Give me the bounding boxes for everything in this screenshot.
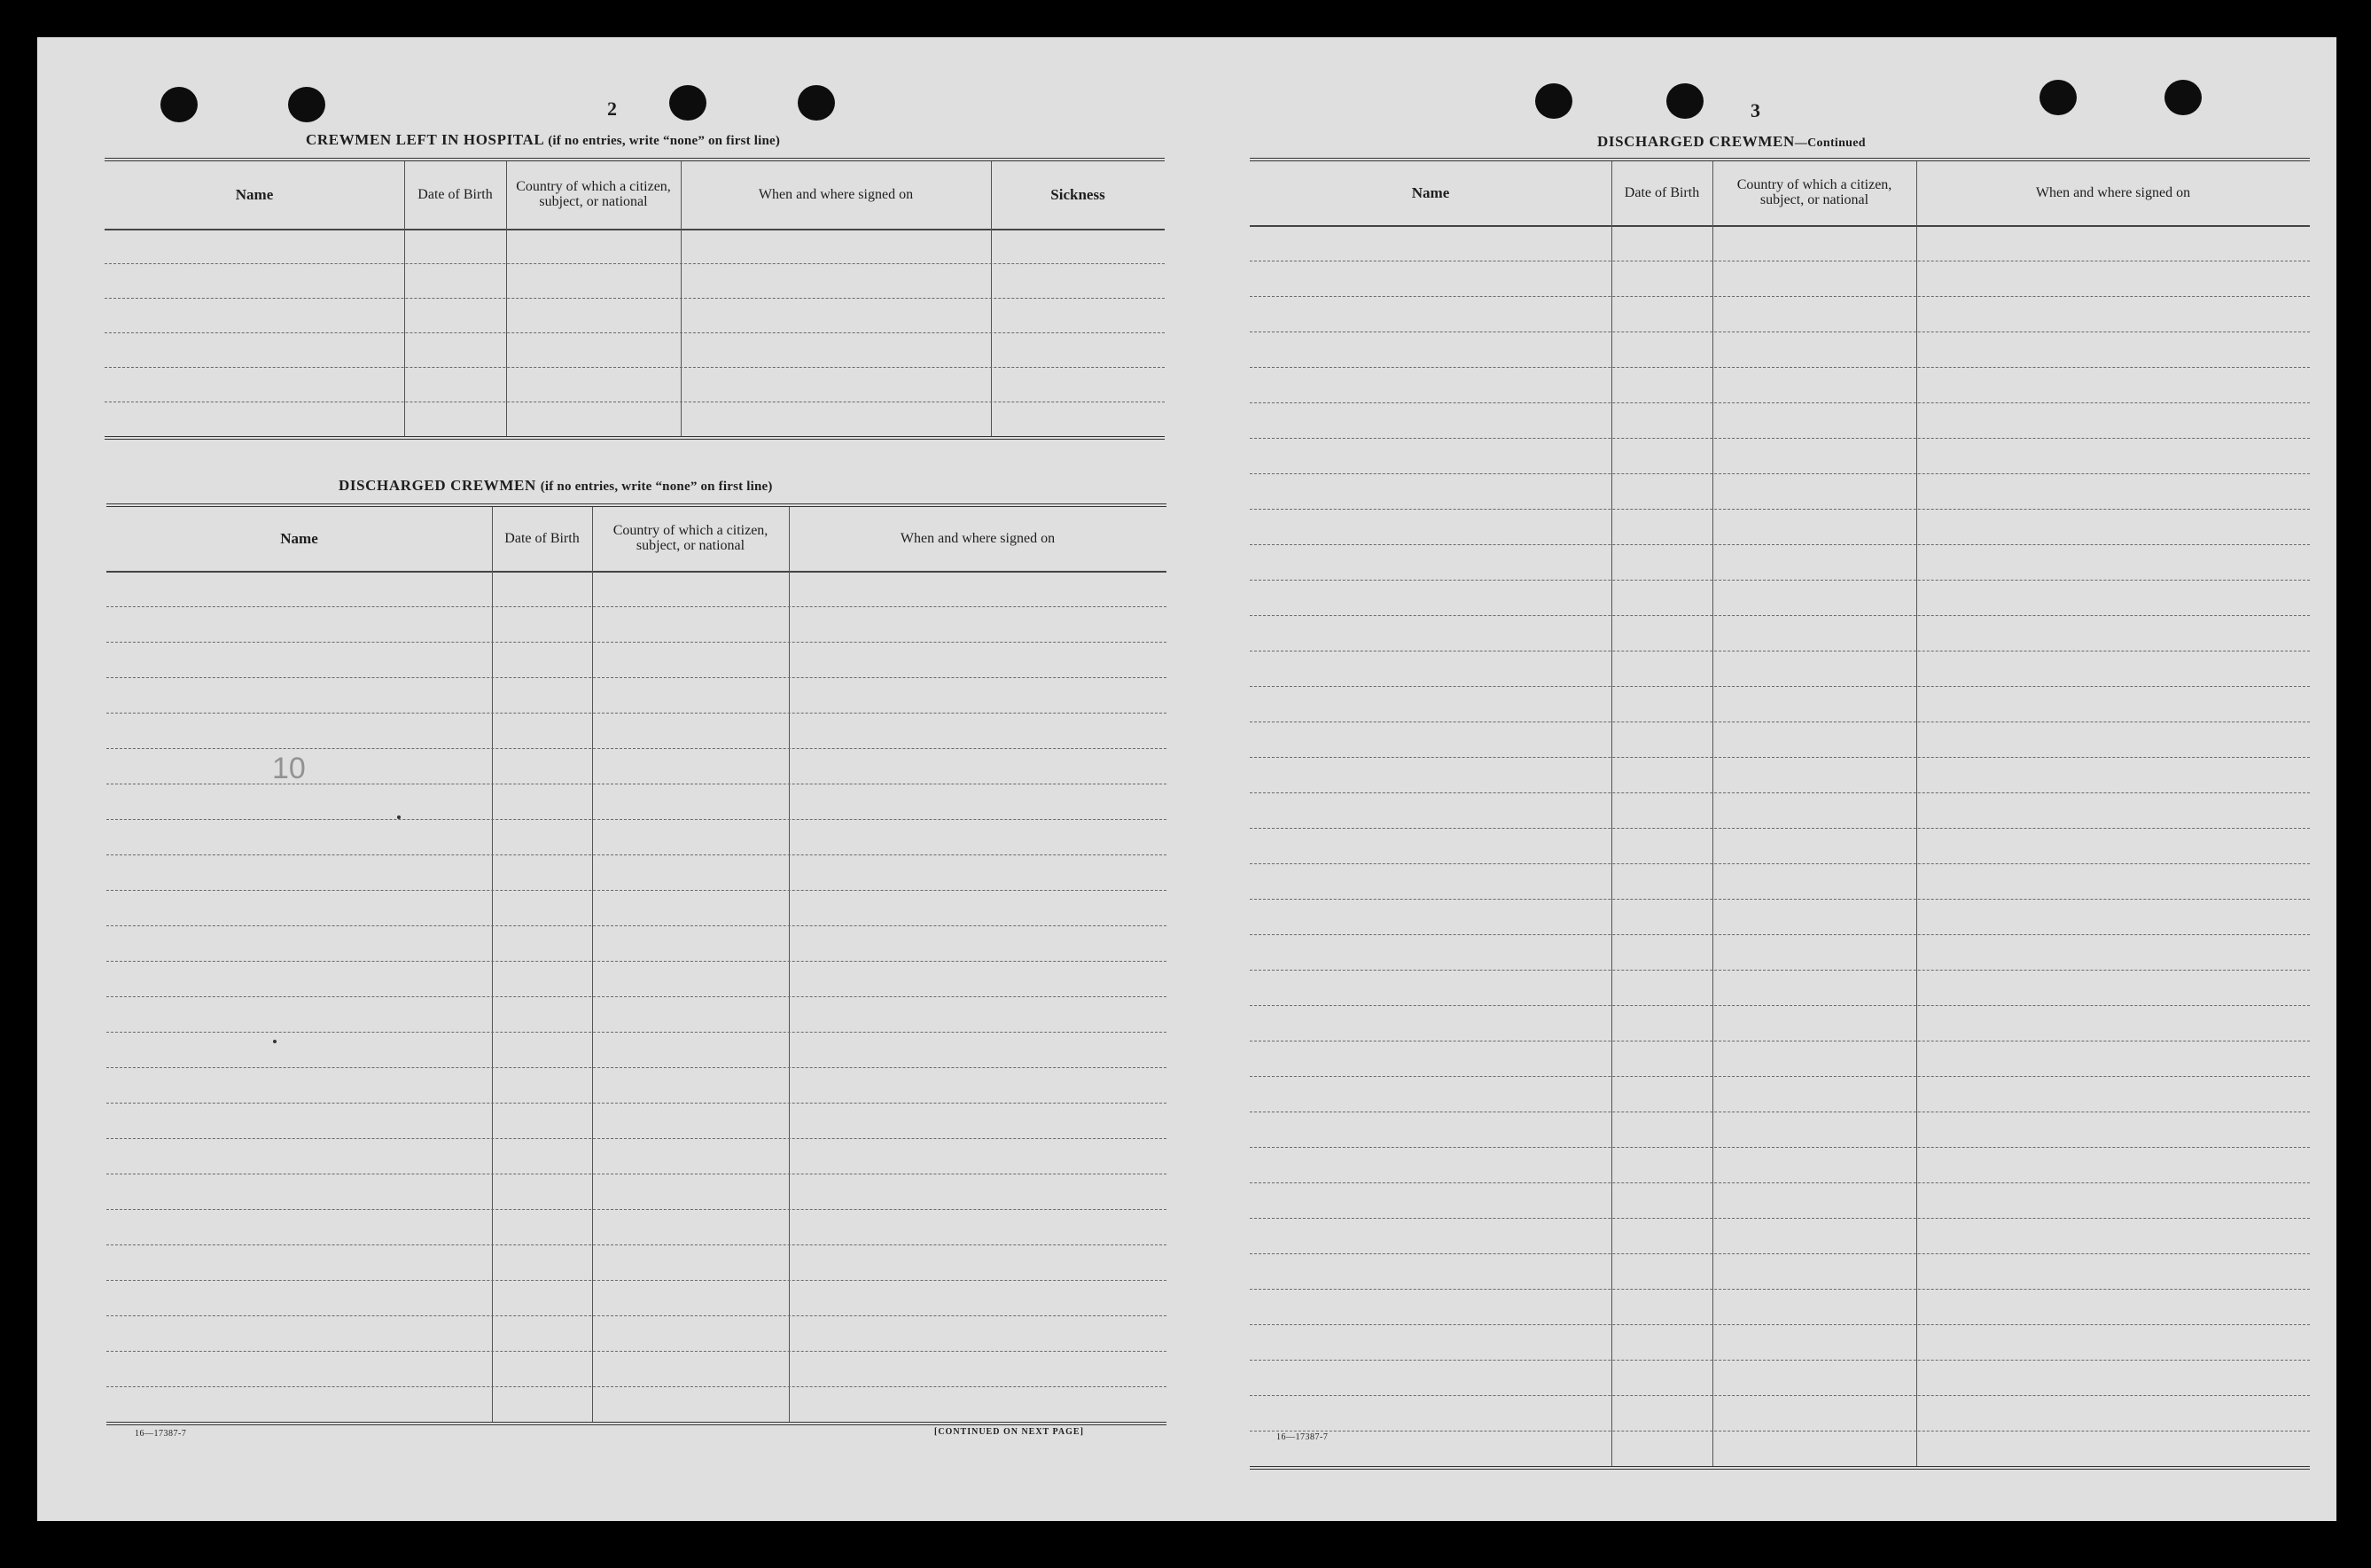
table-row [1250,1218,2310,1219]
column-header: Date of Birth [504,530,580,546]
table-row [1250,509,2310,510]
table-bottom-rule [106,1422,1166,1425]
form-number-right: 16—17387-7 [1276,1432,1329,1442]
table-row [1250,1005,2310,1006]
table-header-rule [1250,225,2310,227]
table-row [106,854,1166,855]
table-row [1250,473,2310,474]
table-row [105,263,1165,264]
table-row [1250,402,2310,403]
punch-hole-icon [2040,80,2077,115]
ink-dot [273,1040,277,1043]
column-header: Name [1411,183,1450,201]
table-row [1250,1324,2310,1325]
table-row [106,996,1166,997]
table-row [106,1138,1166,1139]
punch-hole-icon [288,87,325,122]
table-row [1250,1182,2310,1183]
punch-hole-icon [798,85,835,121]
column-divider [506,161,507,436]
column-header: Country of which a citizen, subject, or national [516,179,671,209]
column-header: Date of Birth [417,186,493,202]
column-header: Name [280,529,318,547]
table-row [106,961,1166,962]
table-row [106,606,1166,607]
table-row [106,1209,1166,1210]
table-row [106,1103,1166,1104]
table-row [106,925,1166,926]
stray-mark: 10 [272,752,306,785]
table-row [106,1386,1166,1387]
discharged-title-note: (if no entries, write “none” on first line) [540,480,773,494]
table-row [106,1315,1166,1316]
punch-hole-icon [669,85,706,121]
table-row [1250,1253,2310,1254]
column-header: Country of which a citizen, subject, or national [612,523,768,553]
table-row [1250,863,2310,864]
table-row [1250,544,2310,545]
hospital-table [105,158,1165,441]
table-row [1250,1395,2310,1396]
table-row [1250,367,2310,368]
right-section-title [1597,133,1866,151]
table-row [1250,792,2310,793]
column-divider [1712,161,1713,1466]
discharged-section-title [339,477,773,495]
page-number-right: 3 [1751,99,1760,121]
table-row [105,332,1165,333]
column-header: When and where signed on [758,186,914,202]
table-row [1250,757,2310,758]
table-row [1250,1076,2310,1077]
page-number-left: 2 [607,98,617,120]
table-top-rule [1250,158,2310,161]
discharged-table [106,503,1166,1427]
column-header: When and where signed on [2035,184,2191,200]
table-row [106,1280,1166,1281]
table-row [1250,615,2310,616]
continued-note: [CONTINUED ON NEXT PAGE] [934,1427,1084,1437]
column-divider [492,507,493,1422]
table-row [1250,1147,2310,1148]
table-row [106,1067,1166,1068]
column-divider [789,507,790,1422]
table-row [1250,934,2310,935]
right-title-suffix: —Continued [1794,137,1866,150]
column-divider [1916,161,1917,1466]
table-row [1250,970,2310,971]
column-divider [681,161,682,436]
table-row [1250,686,2310,687]
table-header-rule [106,571,1166,573]
table-row [106,1244,1166,1245]
table-row [106,677,1166,678]
column-divider [1611,161,1612,1466]
discharged-continued-table [1250,158,2310,1471]
column-header: Sickness [1050,185,1105,203]
table-row [106,890,1166,891]
column-header: When and where signed on [900,530,1056,546]
right-title-text: DISCHARGED CREWMEN [1597,133,1795,150]
column-header: Name [235,185,274,203]
column-header: Country of which a citizen, subject, or national [1736,177,1892,207]
table-row [1250,899,2310,900]
form-number-left: 16—17387-7 [135,1429,187,1439]
table-row [106,713,1166,714]
table-bottom-rule [1250,1466,2310,1470]
ink-dot [397,815,401,819]
table-bottom-rule [105,436,1165,440]
column-divider [991,161,992,436]
hospital-section-title [306,131,780,149]
punch-hole-icon [2164,80,2202,115]
column-divider [404,161,405,436]
table-header-rule [105,229,1165,230]
table-row [105,367,1165,368]
table-row [1250,1289,2310,1290]
table-row [106,748,1166,749]
table-row [1250,438,2310,439]
table-top-rule [106,503,1166,507]
hospital-title-note: (if no entries, write “none” on first line) [548,134,781,148]
column-header: Date of Birth [1624,184,1700,200]
punch-hole-icon [1535,83,1572,119]
document-sheet [37,37,2336,1521]
table-row [106,819,1166,820]
punch-hole-icon [160,87,198,122]
discharged-title-text: DISCHARGED CREWMEN [339,477,536,494]
table-top-rule [105,158,1165,161]
table-row [1250,828,2310,829]
hospital-title-text: CREWMEN LEFT IN HOSPITAL [306,131,544,148]
punch-hole-icon [1666,83,1704,119]
column-divider [592,507,593,1422]
table-row [105,298,1165,299]
table-row [106,642,1166,643]
table-row [106,1351,1166,1352]
table-row [1250,296,2310,297]
table-row [106,1032,1166,1033]
table-row [1250,580,2310,581]
table-row [1250,1360,2310,1361]
